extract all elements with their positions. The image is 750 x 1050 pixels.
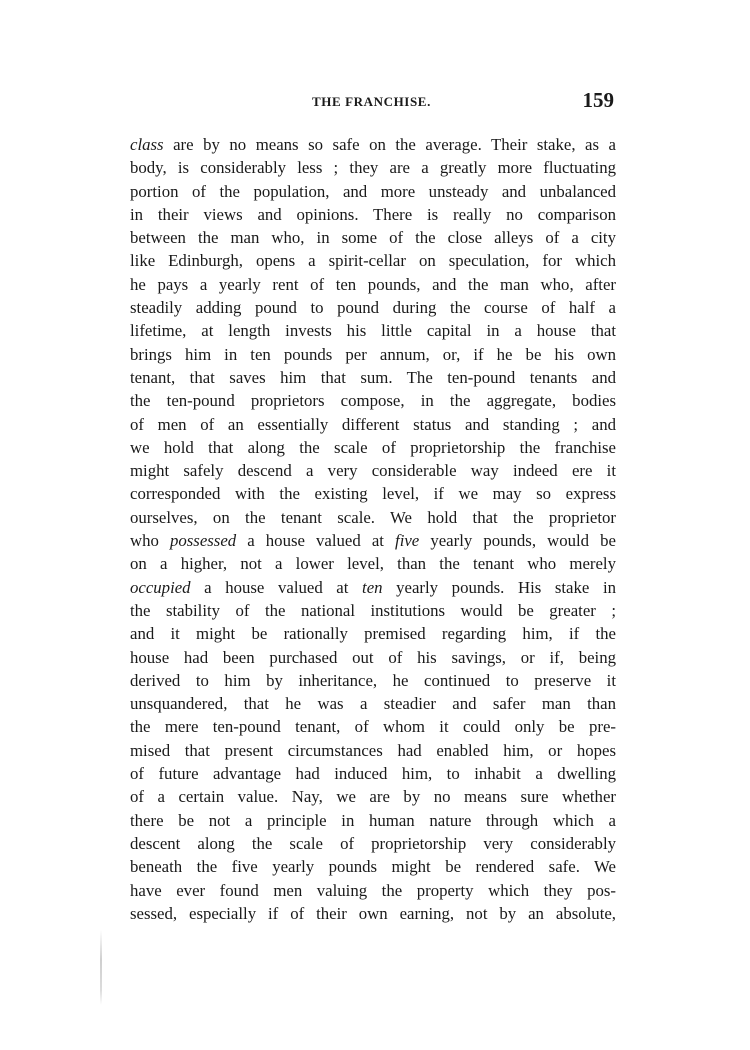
text-segment: the stability of the national institutions would be greater ; — [130, 600, 616, 620]
text-segment: have ever found men valuing the property which they pos- — [130, 880, 616, 900]
text-line — [130, 622, 616, 645]
text-line — [130, 180, 616, 203]
text-segment: yearly pounds, would be — [419, 531, 616, 551]
text-line — [130, 715, 616, 738]
text-segment: lifetime, at length invests his little capital in a house that — [130, 321, 616, 341]
text-line — [130, 552, 616, 575]
text-segment: yearly pounds. His stake in — [382, 577, 616, 597]
text-line — [130, 273, 616, 296]
text-line — [130, 762, 616, 785]
text-line — [130, 156, 616, 179]
text-line — [130, 249, 616, 272]
text-line — [130, 646, 616, 669]
text-segment: house had been purchased out of his savings, or if, being — [130, 647, 616, 667]
text-segment: mised that present circumstances had enabled him, or hopes — [130, 740, 616, 760]
text-line — [130, 413, 616, 436]
text-line — [130, 599, 616, 622]
text-segment: tenant, that saves him that sum. The ten-pound tenants and — [130, 367, 616, 387]
text-segment: a house valued at — [236, 531, 396, 551]
text-segment: might safely descend a very considerable way indeed ere it — [130, 461, 616, 481]
text-segment: descent along the scale of proprietorship very considerably — [130, 833, 616, 853]
page-edge-shadow — [100, 930, 102, 1005]
text-segment: we hold that along the scale of proprietorship the franchise — [130, 437, 616, 457]
text-segment: brings him in ten pounds per annum, or, if he be his own — [130, 344, 616, 364]
text-line — [130, 855, 616, 878]
text-segment: he pays a yearly rent of ten pounds, and the man who, after — [130, 274, 616, 294]
text-line — [130, 529, 616, 552]
text-line — [130, 832, 616, 855]
text-segment: unsquandered, that he was a steadier and safer man than — [130, 694, 616, 714]
text-segment: steadily adding pound to pound during the course of half a — [130, 298, 616, 318]
italic-text: five — [395, 531, 420, 551]
body-text — [130, 133, 616, 925]
text-line — [130, 343, 616, 366]
text-line — [130, 785, 616, 808]
running-title: THE FRANCHISE. — [312, 94, 431, 109]
page-header — [130, 90, 614, 120]
text-line — [130, 389, 616, 412]
text-segment: a house valued at — [190, 577, 363, 597]
text-segment: the mere ten-pound tenant, of whom it could only be pre- — [130, 717, 616, 737]
text-line — [130, 506, 616, 529]
text-segment: sessed, especially if of their own earning, not by an absolute, — [130, 903, 616, 923]
text-line — [130, 459, 616, 482]
text-segment: body, is considerably less ; they are a greatly more fluctuating — [130, 158, 616, 178]
italic-text: ten — [362, 577, 383, 597]
text-line — [130, 296, 616, 319]
text-line — [130, 203, 616, 226]
text-line — [130, 739, 616, 762]
text-segment: of a certain value. Nay, we are by no means sure whether — [130, 787, 616, 807]
text-line — [130, 319, 616, 342]
italic-text: class — [130, 135, 164, 154]
text-segment: between the man who, in some of the close alleys of a city — [130, 228, 616, 248]
text-line — [130, 482, 616, 505]
text-line — [130, 226, 616, 249]
text-segment: beneath the five yearly pounds might be rendered safe. We — [130, 857, 616, 877]
page-number: 159 — [582, 88, 614, 112]
text-line — [130, 133, 616, 156]
text-segment: are by no means so safe on the average. Their stake, as a — [163, 135, 616, 154]
text-segment: like Edinburgh, opens a spirit-cellar on speculation, for which — [130, 251, 616, 271]
text-segment: the ten-pound proprietors compose, in the aggregate, bodies — [130, 391, 616, 411]
text-segment: of men of an essentially different status and standing ; and — [130, 414, 616, 434]
text-line — [130, 436, 616, 459]
text-segment: in their views and opinions. There is really no comparison — [130, 204, 616, 224]
text-line — [130, 576, 616, 599]
text-segment: portion of the population, and more unsteady and unbalanced — [130, 181, 616, 201]
italic-text: possessed — [169, 531, 237, 551]
text-line — [130, 366, 616, 389]
text-line — [130, 692, 616, 715]
italic-text: occupied — [130, 577, 191, 597]
text-segment: who — [130, 531, 170, 551]
text-segment: derived to him by inheritance, he continued to preserve it — [130, 670, 616, 690]
text-segment: ourselves, on the tenant scale. We hold that the proprietor — [130, 507, 616, 527]
text-segment: corresponded with the existing level, if we may so express — [130, 484, 616, 504]
text-line — [130, 669, 616, 692]
text-segment: of future advantage had induced him, to inhabit a dwelling — [130, 764, 616, 784]
text-line — [130, 809, 616, 832]
text-line — [130, 879, 616, 902]
text-segment: and it might be rationally premised regarding him, if the — [130, 624, 616, 644]
text-line — [130, 902, 616, 925]
text-segment: there be not a principle in human nature through which a — [130, 810, 616, 830]
text-segment: on a higher, not a lower level, than the tenant who merely — [130, 554, 616, 574]
